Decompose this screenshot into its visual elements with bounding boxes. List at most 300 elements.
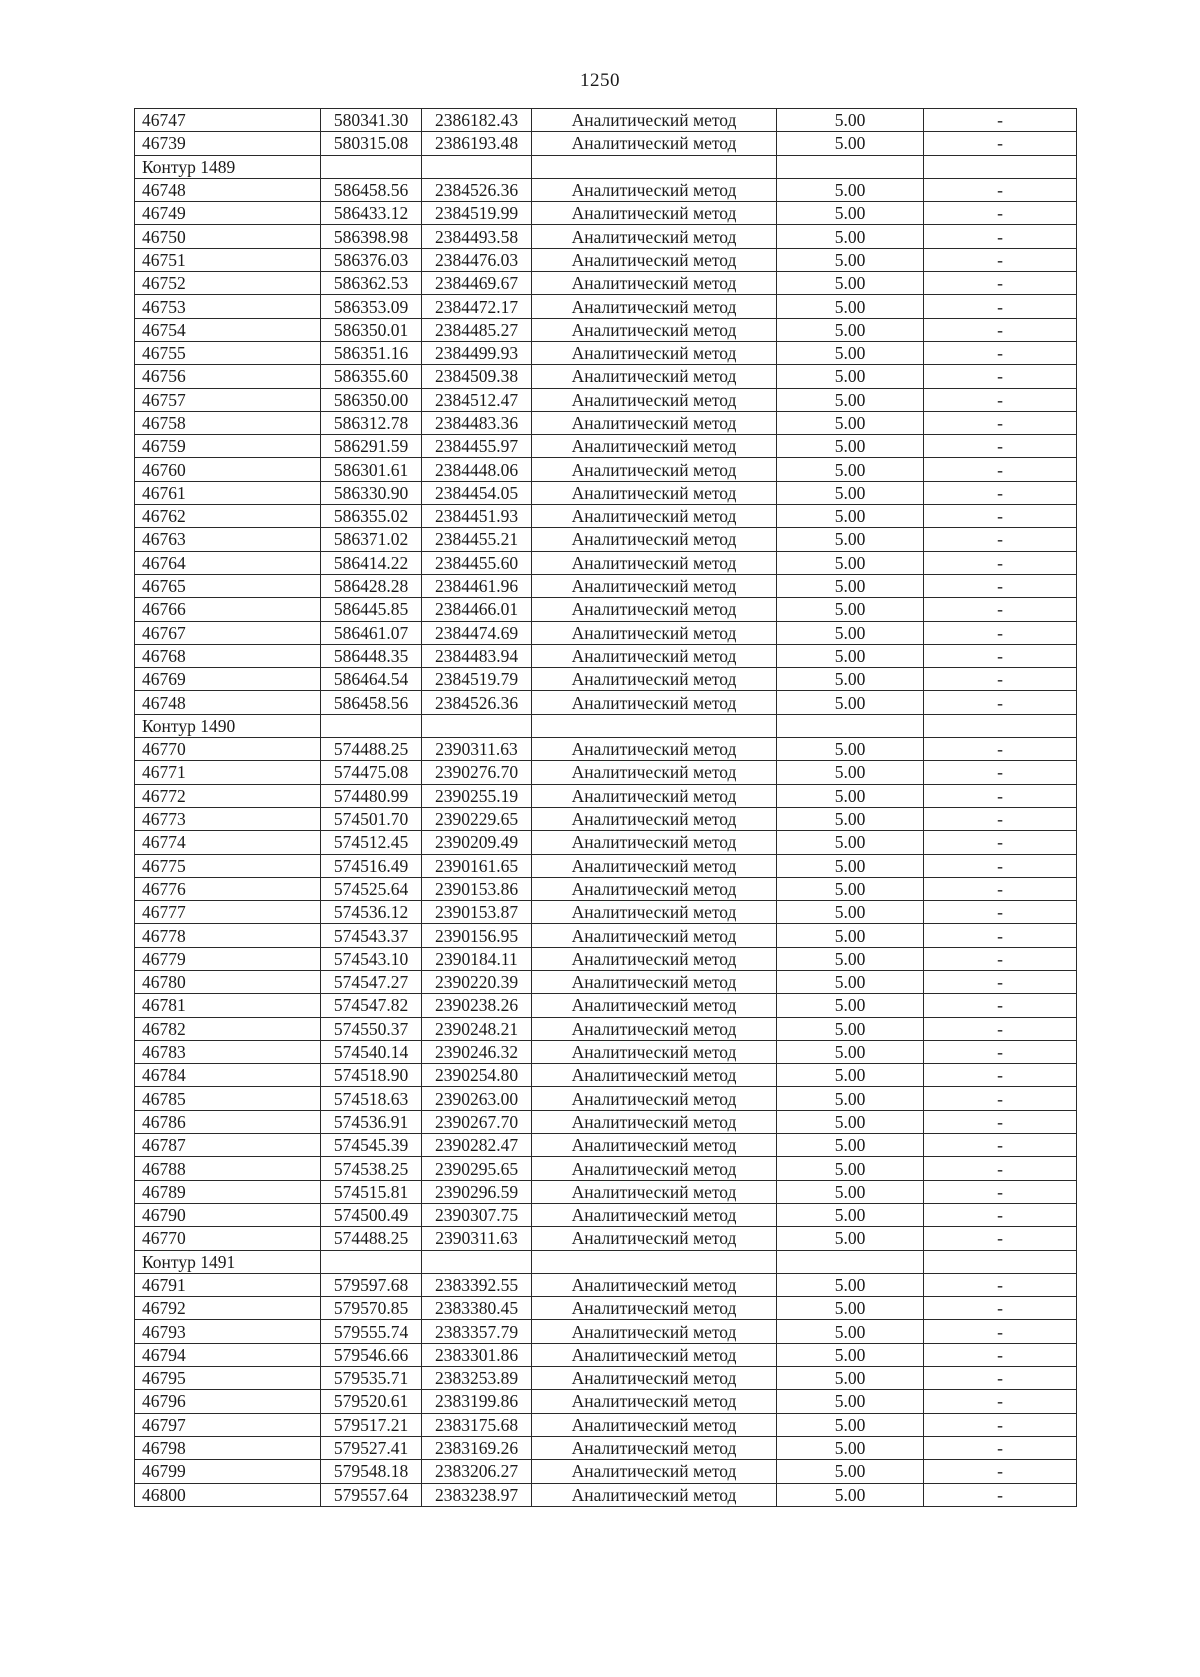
method-cell: Аналитический метод bbox=[532, 272, 777, 295]
x-coordinate-cell: 574480.99 bbox=[321, 784, 422, 807]
note-cell: - bbox=[924, 1367, 1077, 1390]
point-id-cell: 46776 bbox=[135, 877, 321, 900]
table-row bbox=[135, 1227, 1077, 1250]
method-cell: Аналитический метод bbox=[532, 1483, 777, 1506]
note-cell: - bbox=[924, 1390, 1077, 1413]
method-cell bbox=[532, 714, 777, 737]
accuracy-cell: 5.00 bbox=[777, 574, 924, 597]
point-id-cell: 46781 bbox=[135, 994, 321, 1017]
table-row bbox=[135, 831, 1077, 854]
table-row bbox=[135, 109, 1077, 132]
method-cell: Аналитический метод bbox=[532, 1390, 777, 1413]
note-cell: - bbox=[924, 341, 1077, 364]
note-cell: - bbox=[924, 481, 1077, 504]
point-id-cell: 46771 bbox=[135, 761, 321, 784]
table-row bbox=[135, 341, 1077, 364]
point-id-cell: 46754 bbox=[135, 318, 321, 341]
y-coordinate-cell: 2384519.99 bbox=[422, 202, 532, 225]
x-coordinate-cell: 586371.02 bbox=[321, 528, 422, 551]
table-row bbox=[135, 644, 1077, 667]
accuracy-cell: 5.00 bbox=[777, 528, 924, 551]
accuracy-cell bbox=[777, 155, 924, 178]
table-row bbox=[135, 458, 1077, 481]
point-id-cell: 46785 bbox=[135, 1087, 321, 1110]
x-coordinate-cell: 574538.25 bbox=[321, 1157, 422, 1180]
method-cell: Аналитический метод bbox=[532, 831, 777, 854]
method-cell: Аналитический метод bbox=[532, 1297, 777, 1320]
y-coordinate-cell: 2384466.01 bbox=[422, 598, 532, 621]
note-cell bbox=[924, 714, 1077, 737]
accuracy-cell: 5.00 bbox=[777, 1390, 924, 1413]
point-id-cell: 46788 bbox=[135, 1157, 321, 1180]
y-coordinate-cell: 2384476.03 bbox=[422, 248, 532, 271]
table-row bbox=[135, 388, 1077, 411]
x-coordinate-cell: 574488.25 bbox=[321, 738, 422, 761]
point-id-cell: 46773 bbox=[135, 807, 321, 830]
point-id-cell: 46784 bbox=[135, 1064, 321, 1087]
x-coordinate-cell: 574512.45 bbox=[321, 831, 422, 854]
point-id-cell: 46759 bbox=[135, 435, 321, 458]
x-coordinate-cell: 586458.56 bbox=[321, 691, 422, 714]
point-id-cell: 46760 bbox=[135, 458, 321, 481]
method-cell: Аналитический метод bbox=[532, 644, 777, 667]
point-id-cell: 46755 bbox=[135, 341, 321, 364]
y-coordinate-cell: 2390248.21 bbox=[422, 1017, 532, 1040]
table-row bbox=[135, 691, 1077, 714]
coordinates-table-body bbox=[135, 109, 1077, 1507]
method-cell: Аналитический метод bbox=[532, 1413, 777, 1436]
accuracy-cell: 5.00 bbox=[777, 1320, 924, 1343]
accuracy-cell: 5.00 bbox=[777, 1297, 924, 1320]
note-cell: - bbox=[924, 691, 1077, 714]
table-row bbox=[135, 435, 1077, 458]
y-coordinate-cell: 2384483.36 bbox=[422, 411, 532, 434]
table-row bbox=[135, 1040, 1077, 1063]
table-row bbox=[135, 1064, 1077, 1087]
method-cell: Аналитический метод bbox=[532, 877, 777, 900]
note-cell: - bbox=[924, 807, 1077, 830]
x-coordinate-cell: 579548.18 bbox=[321, 1460, 422, 1483]
x-coordinate-cell: 586428.28 bbox=[321, 574, 422, 597]
method-cell: Аналитический метод bbox=[532, 551, 777, 574]
y-coordinate-cell: 2390255.19 bbox=[422, 784, 532, 807]
table-row bbox=[135, 1273, 1077, 1296]
point-id-cell: 46782 bbox=[135, 1017, 321, 1040]
accuracy-cell: 5.00 bbox=[777, 784, 924, 807]
y-coordinate-cell: 2384509.38 bbox=[422, 365, 532, 388]
note-cell: - bbox=[924, 1017, 1077, 1040]
y-coordinate-cell: 2384526.36 bbox=[422, 691, 532, 714]
method-cell: Аналитический метод bbox=[532, 1436, 777, 1459]
x-coordinate-cell bbox=[321, 714, 422, 737]
point-id-cell: 46795 bbox=[135, 1367, 321, 1390]
accuracy-cell: 5.00 bbox=[777, 1460, 924, 1483]
method-cell: Аналитический метод bbox=[532, 178, 777, 201]
accuracy-cell: 5.00 bbox=[777, 644, 924, 667]
y-coordinate-cell: 2384455.60 bbox=[422, 551, 532, 574]
note-cell: - bbox=[924, 1134, 1077, 1157]
y-coordinate-cell: 2390184.11 bbox=[422, 947, 532, 970]
note-cell: - bbox=[924, 178, 1077, 201]
accuracy-cell: 5.00 bbox=[777, 877, 924, 900]
y-coordinate-cell: 2390209.49 bbox=[422, 831, 532, 854]
method-cell: Аналитический метод bbox=[532, 505, 777, 528]
y-coordinate-cell: 2384472.17 bbox=[422, 295, 532, 318]
y-coordinate-cell: 2384485.27 bbox=[422, 318, 532, 341]
x-coordinate-cell: 586414.22 bbox=[321, 551, 422, 574]
table-row bbox=[135, 994, 1077, 1017]
note-cell: - bbox=[924, 574, 1077, 597]
table-row bbox=[135, 1483, 1077, 1506]
point-id-cell: 46748 bbox=[135, 691, 321, 714]
accuracy-cell: 5.00 bbox=[777, 202, 924, 225]
method-cell: Аналитический метод bbox=[532, 1064, 777, 1087]
table-row bbox=[135, 272, 1077, 295]
table-row bbox=[135, 295, 1077, 318]
accuracy-cell: 5.00 bbox=[777, 411, 924, 434]
accuracy-cell: 5.00 bbox=[777, 598, 924, 621]
note-cell: - bbox=[924, 970, 1077, 993]
method-cell: Аналитический метод bbox=[532, 1460, 777, 1483]
y-coordinate-cell: 2390282.47 bbox=[422, 1134, 532, 1157]
point-id-cell: 46772 bbox=[135, 784, 321, 807]
y-coordinate-cell: 2390296.59 bbox=[422, 1180, 532, 1203]
contour-header-row bbox=[135, 155, 1077, 178]
y-coordinate-cell: 2383392.55 bbox=[422, 1273, 532, 1296]
x-coordinate-cell: 580315.08 bbox=[321, 132, 422, 155]
method-cell: Аналитический метод bbox=[532, 738, 777, 761]
method-cell: Аналитический метод bbox=[532, 598, 777, 621]
method-cell: Аналитический метод bbox=[532, 411, 777, 434]
note-cell: - bbox=[924, 854, 1077, 877]
point-id-cell: 46770 bbox=[135, 738, 321, 761]
note-cell: - bbox=[924, 1203, 1077, 1226]
note-cell: - bbox=[924, 272, 1077, 295]
accuracy-cell bbox=[777, 714, 924, 737]
point-id-cell: 46769 bbox=[135, 668, 321, 691]
table-row bbox=[135, 1297, 1077, 1320]
point-id-cell: 46798 bbox=[135, 1436, 321, 1459]
method-cell: Аналитический метод bbox=[532, 854, 777, 877]
method-cell: Аналитический метод bbox=[532, 947, 777, 970]
accuracy-cell: 5.00 bbox=[777, 458, 924, 481]
point-id-cell: 46750 bbox=[135, 225, 321, 248]
method-cell: Аналитический метод bbox=[532, 365, 777, 388]
table-row bbox=[135, 1203, 1077, 1226]
method-cell: Аналитический метод bbox=[532, 109, 777, 132]
table-row bbox=[135, 738, 1077, 761]
accuracy-cell: 5.00 bbox=[777, 1483, 924, 1506]
y-coordinate-cell: 2386193.48 bbox=[422, 132, 532, 155]
table-row bbox=[135, 528, 1077, 551]
table-row bbox=[135, 551, 1077, 574]
x-coordinate-cell: 574540.14 bbox=[321, 1040, 422, 1063]
point-id-cell: 46767 bbox=[135, 621, 321, 644]
accuracy-cell bbox=[777, 1250, 924, 1273]
x-coordinate-cell: 574545.39 bbox=[321, 1134, 422, 1157]
table-row bbox=[135, 877, 1077, 900]
note-cell: - bbox=[924, 877, 1077, 900]
x-coordinate-cell: 574543.10 bbox=[321, 947, 422, 970]
x-coordinate-cell: 586448.35 bbox=[321, 644, 422, 667]
x-coordinate-cell: 586458.56 bbox=[321, 178, 422, 201]
accuracy-cell: 5.00 bbox=[777, 1110, 924, 1133]
accuracy-cell: 5.00 bbox=[777, 1064, 924, 1087]
point-id-cell: 46793 bbox=[135, 1320, 321, 1343]
point-id-cell: 46791 bbox=[135, 1273, 321, 1296]
point-id-cell: 46766 bbox=[135, 598, 321, 621]
page-number: 1250 bbox=[580, 70, 620, 91]
y-coordinate-cell: 2384499.93 bbox=[422, 341, 532, 364]
x-coordinate-cell: 586355.02 bbox=[321, 505, 422, 528]
table-row bbox=[135, 1157, 1077, 1180]
y-coordinate-cell: 2384526.36 bbox=[422, 178, 532, 201]
x-coordinate-cell: 574518.63 bbox=[321, 1087, 422, 1110]
accuracy-cell: 5.00 bbox=[777, 1436, 924, 1459]
x-coordinate-cell: 574501.70 bbox=[321, 807, 422, 830]
accuracy-cell: 5.00 bbox=[777, 1134, 924, 1157]
method-cell bbox=[532, 155, 777, 178]
method-cell: Аналитический метод bbox=[532, 132, 777, 155]
point-id-cell: 46768 bbox=[135, 644, 321, 667]
method-cell: Аналитический метод bbox=[532, 574, 777, 597]
method-cell: Аналитический метод bbox=[532, 248, 777, 271]
point-id-cell: 46778 bbox=[135, 924, 321, 947]
point-id-cell: 46775 bbox=[135, 854, 321, 877]
x-coordinate-cell: 574547.82 bbox=[321, 994, 422, 1017]
y-coordinate-cell bbox=[422, 714, 532, 737]
x-coordinate-cell: 586376.03 bbox=[321, 248, 422, 271]
accuracy-cell: 5.00 bbox=[777, 1273, 924, 1296]
x-coordinate-cell: 586291.59 bbox=[321, 435, 422, 458]
note-cell: - bbox=[924, 411, 1077, 434]
point-id-cell: 46770 bbox=[135, 1227, 321, 1250]
note-cell: - bbox=[924, 1320, 1077, 1343]
accuracy-cell: 5.00 bbox=[777, 1040, 924, 1063]
table-row bbox=[135, 574, 1077, 597]
point-id-cell: 46786 bbox=[135, 1110, 321, 1133]
x-coordinate-cell: 586461.07 bbox=[321, 621, 422, 644]
table-row bbox=[135, 178, 1077, 201]
point-id-cell: 46783 bbox=[135, 1040, 321, 1063]
method-cell: Аналитический метод bbox=[532, 481, 777, 504]
x-coordinate-cell: 586350.00 bbox=[321, 388, 422, 411]
method-cell: Аналитический метод bbox=[532, 1017, 777, 1040]
y-coordinate-cell: 2383199.86 bbox=[422, 1390, 532, 1413]
x-coordinate-cell: 586433.12 bbox=[321, 202, 422, 225]
table-row bbox=[135, 202, 1077, 225]
note-cell: - bbox=[924, 365, 1077, 388]
method-cell: Аналитический метод bbox=[532, 1180, 777, 1203]
point-id-cell: 46794 bbox=[135, 1343, 321, 1366]
accuracy-cell: 5.00 bbox=[777, 318, 924, 341]
table-row bbox=[135, 1087, 1077, 1110]
y-coordinate-cell: 2383253.89 bbox=[422, 1367, 532, 1390]
x-coordinate-cell: 579527.41 bbox=[321, 1436, 422, 1459]
point-id-cell: 46751 bbox=[135, 248, 321, 271]
accuracy-cell: 5.00 bbox=[777, 178, 924, 201]
table-row bbox=[135, 411, 1077, 434]
method-cell: Аналитический метод bbox=[532, 225, 777, 248]
x-coordinate-cell: 586330.90 bbox=[321, 481, 422, 504]
note-cell bbox=[924, 155, 1077, 178]
y-coordinate-cell: 2383169.26 bbox=[422, 1436, 532, 1459]
note-cell: - bbox=[924, 1483, 1077, 1506]
point-id-cell: 46790 bbox=[135, 1203, 321, 1226]
contour-label: Контур 1489 bbox=[135, 155, 321, 178]
method-cell: Аналитический метод bbox=[532, 1320, 777, 1343]
point-id-cell: 46753 bbox=[135, 295, 321, 318]
method-cell: Аналитический метод bbox=[532, 295, 777, 318]
table-row bbox=[135, 1413, 1077, 1436]
y-coordinate-cell: 2383301.86 bbox=[422, 1343, 532, 1366]
y-coordinate-cell: 2390311.63 bbox=[422, 1227, 532, 1250]
accuracy-cell: 5.00 bbox=[777, 109, 924, 132]
y-coordinate-cell: 2390263.00 bbox=[422, 1087, 532, 1110]
note-cell: - bbox=[924, 248, 1077, 271]
note-cell: - bbox=[924, 505, 1077, 528]
y-coordinate-cell: 2386182.43 bbox=[422, 109, 532, 132]
method-cell: Аналитический метод bbox=[532, 435, 777, 458]
table-row bbox=[135, 761, 1077, 784]
table-row bbox=[135, 365, 1077, 388]
note-cell: - bbox=[924, 994, 1077, 1017]
note-cell: - bbox=[924, 435, 1077, 458]
table-row bbox=[135, 621, 1077, 644]
note-cell: - bbox=[924, 598, 1077, 621]
note-cell: - bbox=[924, 458, 1077, 481]
y-coordinate-cell: 2390295.65 bbox=[422, 1157, 532, 1180]
accuracy-cell: 5.00 bbox=[777, 272, 924, 295]
accuracy-cell: 5.00 bbox=[777, 1343, 924, 1366]
point-id-cell: 46765 bbox=[135, 574, 321, 597]
y-coordinate-cell: 2390267.70 bbox=[422, 1110, 532, 1133]
note-cell: - bbox=[924, 1413, 1077, 1436]
note-cell: - bbox=[924, 388, 1077, 411]
method-cell: Аналитический метод bbox=[532, 668, 777, 691]
note-cell: - bbox=[924, 621, 1077, 644]
table-row bbox=[135, 784, 1077, 807]
table-row bbox=[135, 1017, 1077, 1040]
x-coordinate-cell: 574516.49 bbox=[321, 854, 422, 877]
point-id-cell: 46792 bbox=[135, 1297, 321, 1320]
table-row bbox=[135, 1390, 1077, 1413]
note-cell: - bbox=[924, 225, 1077, 248]
accuracy-cell: 5.00 bbox=[777, 295, 924, 318]
note-cell: - bbox=[924, 924, 1077, 947]
accuracy-cell: 5.00 bbox=[777, 621, 924, 644]
accuracy-cell: 5.00 bbox=[777, 132, 924, 155]
note-cell: - bbox=[924, 1157, 1077, 1180]
y-coordinate-cell bbox=[422, 1250, 532, 1273]
method-cell: Аналитический метод bbox=[532, 1157, 777, 1180]
y-coordinate-cell: 2390276.70 bbox=[422, 761, 532, 784]
point-id-cell: 46779 bbox=[135, 947, 321, 970]
x-coordinate-cell: 579520.61 bbox=[321, 1390, 422, 1413]
note-cell: - bbox=[924, 901, 1077, 924]
accuracy-cell: 5.00 bbox=[777, 388, 924, 411]
note-cell: - bbox=[924, 132, 1077, 155]
point-id-cell: 46758 bbox=[135, 411, 321, 434]
table-row bbox=[135, 132, 1077, 155]
note-cell: - bbox=[924, 1040, 1077, 1063]
note-cell: - bbox=[924, 528, 1077, 551]
x-coordinate-cell: 586355.60 bbox=[321, 365, 422, 388]
accuracy-cell: 5.00 bbox=[777, 1157, 924, 1180]
method-cell: Аналитический метод bbox=[532, 761, 777, 784]
point-id-cell: 46748 bbox=[135, 178, 321, 201]
method-cell: Аналитический метод bbox=[532, 341, 777, 364]
method-cell: Аналитический метод bbox=[532, 1227, 777, 1250]
accuracy-cell: 5.00 bbox=[777, 947, 924, 970]
note-cell: - bbox=[924, 831, 1077, 854]
y-coordinate-cell: 2390238.26 bbox=[422, 994, 532, 1017]
note-cell: - bbox=[924, 1227, 1077, 1250]
x-coordinate-cell: 574488.25 bbox=[321, 1227, 422, 1250]
accuracy-cell: 5.00 bbox=[777, 970, 924, 993]
y-coordinate-cell: 2390161.65 bbox=[422, 854, 532, 877]
note-cell: - bbox=[924, 295, 1077, 318]
y-coordinate-cell: 2384519.79 bbox=[422, 668, 532, 691]
y-coordinate-cell: 2384469.67 bbox=[422, 272, 532, 295]
note-cell: - bbox=[924, 668, 1077, 691]
y-coordinate-cell: 2384455.97 bbox=[422, 435, 532, 458]
accuracy-cell: 5.00 bbox=[777, 225, 924, 248]
point-id-cell: 46756 bbox=[135, 365, 321, 388]
accuracy-cell: 5.00 bbox=[777, 668, 924, 691]
accuracy-cell: 5.00 bbox=[777, 738, 924, 761]
table-row bbox=[135, 924, 1077, 947]
point-id-cell: 46774 bbox=[135, 831, 321, 854]
method-cell: Аналитический метод bbox=[532, 318, 777, 341]
method-cell: Аналитический метод bbox=[532, 458, 777, 481]
method-cell bbox=[532, 1250, 777, 1273]
note-cell: - bbox=[924, 551, 1077, 574]
x-coordinate-cell: 574536.12 bbox=[321, 901, 422, 924]
method-cell: Аналитический метод bbox=[532, 784, 777, 807]
table-row bbox=[135, 1460, 1077, 1483]
point-id-cell: 46789 bbox=[135, 1180, 321, 1203]
note-cell: - bbox=[924, 202, 1077, 225]
accuracy-cell: 5.00 bbox=[777, 341, 924, 364]
accuracy-cell: 5.00 bbox=[777, 365, 924, 388]
note-cell: - bbox=[924, 761, 1077, 784]
y-coordinate-cell: 2384461.96 bbox=[422, 574, 532, 597]
note-cell: - bbox=[924, 1273, 1077, 1296]
table-row bbox=[135, 901, 1077, 924]
table-row bbox=[135, 947, 1077, 970]
x-coordinate-cell: 574518.90 bbox=[321, 1064, 422, 1087]
y-coordinate-cell: 2390220.39 bbox=[422, 970, 532, 993]
table-row bbox=[135, 225, 1077, 248]
table-row bbox=[135, 1110, 1077, 1133]
x-coordinate-cell: 586312.78 bbox=[321, 411, 422, 434]
accuracy-cell: 5.00 bbox=[777, 691, 924, 714]
x-coordinate-cell: 579546.66 bbox=[321, 1343, 422, 1366]
table-row bbox=[135, 1367, 1077, 1390]
point-id-cell: 46797 bbox=[135, 1413, 321, 1436]
x-coordinate-cell bbox=[321, 1250, 422, 1273]
note-cell: - bbox=[924, 1436, 1077, 1459]
table-row bbox=[135, 1343, 1077, 1366]
table-row bbox=[135, 318, 1077, 341]
method-cell: Аналитический метод bbox=[532, 1203, 777, 1226]
table-row bbox=[135, 1180, 1077, 1203]
method-cell: Аналитический метод bbox=[532, 970, 777, 993]
table-row bbox=[135, 481, 1077, 504]
x-coordinate-cell: 586351.16 bbox=[321, 341, 422, 364]
point-id-cell: 46787 bbox=[135, 1134, 321, 1157]
